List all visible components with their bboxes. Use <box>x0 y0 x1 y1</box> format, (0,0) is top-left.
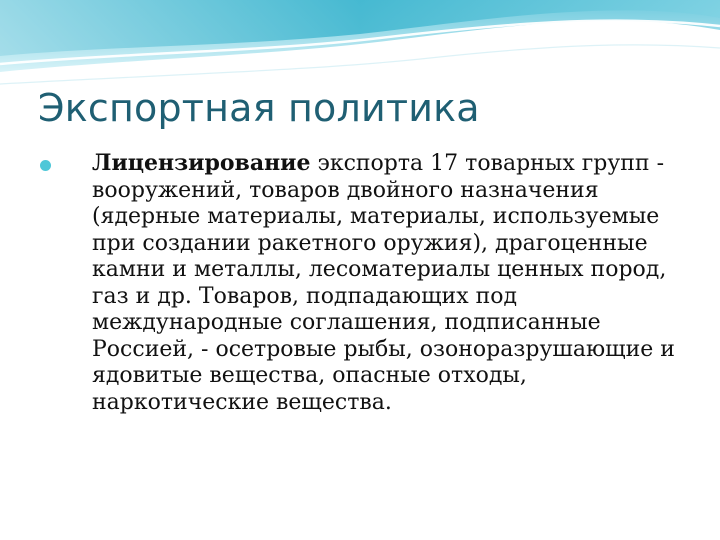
header-wave-decoration <box>0 0 720 90</box>
bullet-text <box>92 150 692 416</box>
bullet-body: экспорта 17 товарных групп - вооружений, товаров двойного назначения (ядерные материалы, материалы, используемые при создании ракетного оружия), драгоценные камни и металлы, лесоматериалы ценных пород, газ и др. Товаров, подпадающих под международные соглашения, подписанные Россией, - осетровые рыбы, озоноразрушающие и ядовитые вещества, опасные отходы, наркотические вещества. <box>92 151 675 415</box>
bullet-dot-icon <box>40 160 51 171</box>
bullet-bold-lead: Лицензирование <box>92 150 311 176</box>
slide-title: Экспортная политика <box>38 86 480 130</box>
